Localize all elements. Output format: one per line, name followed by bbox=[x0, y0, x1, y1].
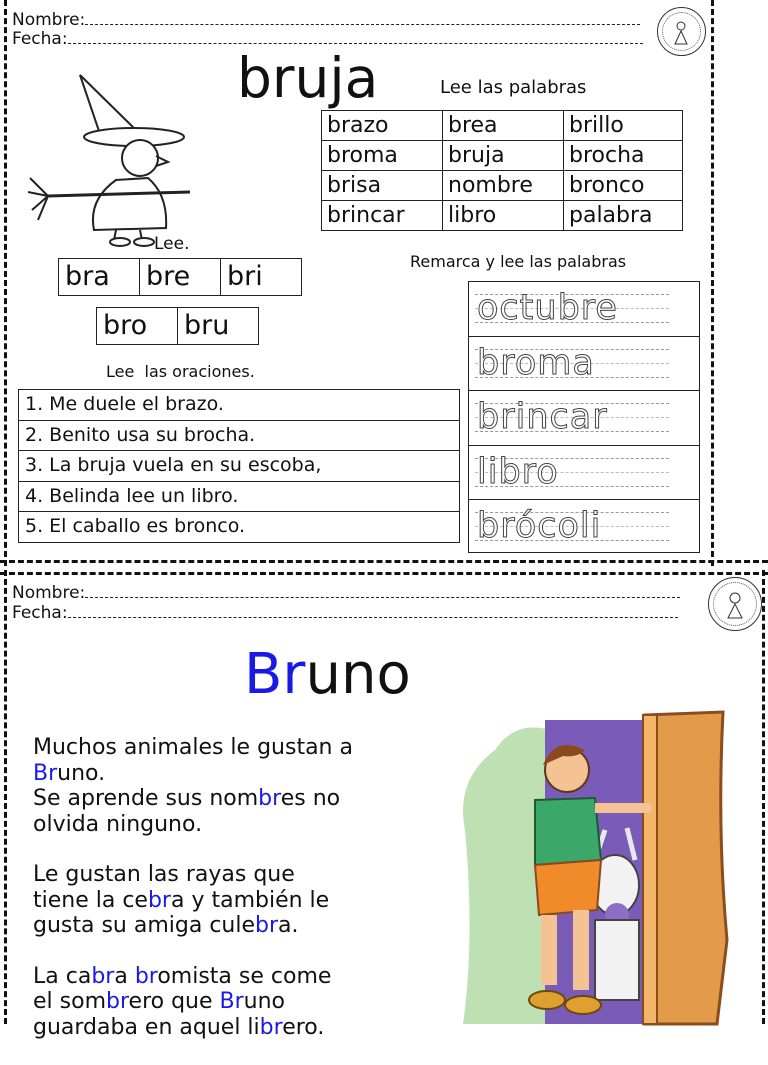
story-text bbox=[33, 735, 443, 1065]
dashed-border-left bbox=[4, 570, 7, 1024]
highlighted-syllable: Br bbox=[219, 989, 244, 1014]
trace-word[interactable]: broma bbox=[477, 342, 595, 383]
story-fragment: gusta su amiga cule bbox=[33, 913, 256, 938]
story-fragment: ero. bbox=[282, 1014, 325, 1040]
story-fragment: es no bbox=[280, 786, 341, 811]
highlighted-syllable: br bbox=[259, 1014, 283, 1040]
word-cell: brea bbox=[443, 111, 564, 141]
publisher-logo-icon bbox=[708, 577, 762, 631]
highlighted-syllable: br bbox=[134, 963, 158, 989]
table-row bbox=[322, 171, 683, 201]
dashed-border-top bbox=[0, 572, 768, 575]
sentence-item: 1. Me duele el brazo. bbox=[19, 390, 459, 421]
word-cell: bronco bbox=[564, 171, 683, 201]
word-cell: libro bbox=[443, 201, 564, 231]
trace-word[interactable]: brincar bbox=[477, 397, 608, 437]
highlighted-syllable: br bbox=[147, 887, 171, 913]
trace-row bbox=[469, 500, 699, 554]
story-paragraph bbox=[33, 862, 443, 939]
dashed-border-right bbox=[762, 570, 765, 1024]
sentence-item: 3. La bruja vuela en su escoba, bbox=[19, 451, 459, 482]
story-title-highlight: Br bbox=[244, 642, 306, 707]
story-paragraph bbox=[33, 735, 443, 837]
syllable-cell: bra bbox=[59, 259, 140, 295]
words-table bbox=[321, 110, 683, 231]
trace-word[interactable]: octubre bbox=[477, 288, 618, 328]
story-fragment: Le gustan las rayas que bbox=[33, 862, 295, 887]
story-fragment: uno. bbox=[57, 760, 106, 786]
syllable-cell: bri bbox=[227, 261, 263, 292]
word-cell: brocha bbox=[564, 141, 683, 171]
word-cell: bruja bbox=[443, 141, 564, 171]
highlighted-syllable: Br bbox=[33, 760, 58, 786]
worksheet-bruno bbox=[0, 570, 768, 1040]
nombre-line bbox=[12, 11, 640, 30]
story-fragment: Muchos animales le gustan a bbox=[33, 735, 353, 760]
story-fragment: uno bbox=[243, 989, 286, 1014]
story-fragment: La ca bbox=[33, 963, 92, 989]
trace-row bbox=[469, 391, 699, 446]
publisher-logo-icon bbox=[657, 7, 706, 56]
dashed-border-right bbox=[711, 0, 714, 566]
highlighted-syllable: br bbox=[91, 963, 115, 989]
table-row bbox=[322, 111, 683, 141]
nombre-label: Nombre: bbox=[12, 583, 86, 603]
syllables-row-1 bbox=[58, 258, 302, 296]
dashed-border-left bbox=[4, 0, 7, 566]
highlighted-syllable: br bbox=[106, 989, 129, 1014]
trace-word[interactable]: libro bbox=[477, 451, 559, 492]
story-fragment: ero que bbox=[128, 989, 220, 1014]
story-fragment: Se aprende sus nom bbox=[33, 786, 259, 811]
story-paragraph bbox=[33, 964, 443, 1041]
word-cell: brazo bbox=[322, 111, 443, 141]
word-cell: nombre bbox=[443, 171, 564, 201]
highlighted-syllable: br bbox=[258, 786, 281, 811]
fecha-label: Fecha: bbox=[12, 603, 68, 623]
story-fragment: tiene la ce bbox=[33, 887, 148, 913]
syllable-cell: bro bbox=[97, 308, 178, 344]
dashed-border-bottom bbox=[0, 560, 768, 563]
sentence-item: 4. Belinda lee un libro. bbox=[19, 482, 459, 513]
story-fragment: a bbox=[114, 963, 135, 989]
syllables-row-2 bbox=[96, 307, 259, 345]
fecha-line bbox=[12, 604, 678, 623]
story-fragment: a. bbox=[278, 913, 299, 938]
trace-row bbox=[469, 337, 699, 392]
word-cell: palabra bbox=[564, 201, 683, 231]
witch-illustration bbox=[28, 70, 208, 248]
trace-row bbox=[469, 282, 699, 337]
story-title bbox=[244, 642, 411, 708]
highlighted-syllable: br bbox=[255, 913, 279, 938]
trace-row bbox=[469, 446, 699, 501]
boy-goat-illustration bbox=[455, 710, 755, 1024]
table-row bbox=[322, 201, 683, 231]
syllable-cell: bre bbox=[140, 259, 221, 295]
trace-instruction: Remarca y lee las palabras bbox=[410, 252, 627, 271]
story-fragment: guardaba en aquel li bbox=[33, 1014, 260, 1040]
story-fragment: a y también le bbox=[170, 887, 330, 913]
sentences-instruction: Lee las oraciones. bbox=[106, 362, 255, 381]
nombre-label: Nombre: bbox=[12, 10, 86, 30]
page-title: bruja bbox=[237, 46, 379, 110]
story-fragment: omista se come bbox=[157, 963, 332, 989]
sentence-item: 2. Benito usa su brocha. bbox=[19, 421, 459, 452]
trace-words-box bbox=[468, 281, 700, 553]
nombre-line bbox=[12, 584, 680, 603]
sentence-item: 5. El caballo es bronco. bbox=[25, 515, 246, 537]
word-cell: broma bbox=[322, 141, 443, 171]
trace-word[interactable]: brócoli bbox=[477, 506, 602, 546]
table-row bbox=[322, 141, 683, 171]
word-cell: brincar bbox=[322, 201, 443, 231]
words-instruction: Lee las palabras bbox=[440, 77, 587, 98]
word-cell: brisa bbox=[322, 171, 443, 201]
fecha-label: Fecha: bbox=[12, 29, 68, 49]
story-fragment: olvida ninguno. bbox=[33, 811, 203, 837]
word-cell: brillo bbox=[564, 111, 683, 141]
syllable-cell: bru bbox=[184, 310, 230, 341]
story-title-rest: uno bbox=[305, 642, 411, 707]
syllables-instruction: Lee. bbox=[154, 234, 190, 254]
story-fragment: el som bbox=[33, 989, 106, 1014]
sentences-list bbox=[18, 389, 460, 543]
